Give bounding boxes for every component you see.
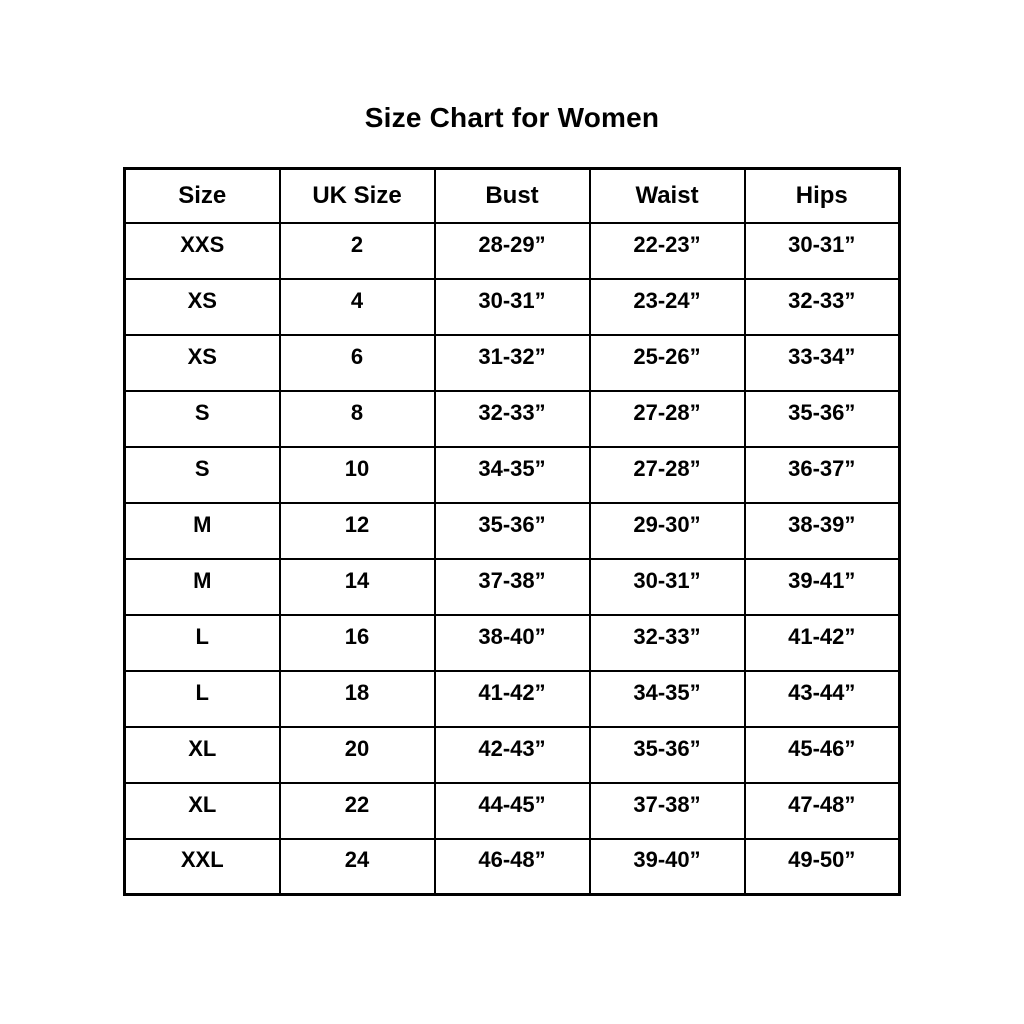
- table-cell: 27-28”: [590, 447, 745, 503]
- table-cell: 6: [280, 335, 435, 391]
- table-cell: 31-32”: [435, 335, 590, 391]
- table-cell: 35-36”: [590, 727, 745, 783]
- table-cell: XL: [125, 783, 280, 839]
- page-title: Size Chart for Women: [364, 102, 660, 133]
- table-cell: 41-42”: [745, 615, 900, 671]
- column-header-bust: Bust: [435, 169, 590, 223]
- table-cell: 36-37”: [745, 447, 900, 503]
- table-cell: 16: [280, 615, 435, 671]
- table-cell: 47-48”: [745, 783, 900, 839]
- table-cell: 39-41”: [745, 559, 900, 615]
- table-cell: 29-30”: [590, 503, 745, 559]
- column-header-hips: Hips: [745, 169, 900, 223]
- table-cell: 42-43”: [435, 727, 590, 783]
- table-cell: 22-23”: [590, 223, 745, 279]
- table-row: [125, 391, 900, 447]
- table-row: [125, 335, 900, 391]
- table-cell: 25-26”: [590, 335, 745, 391]
- table-cell: 12: [280, 503, 435, 559]
- table-cell: 30-31”: [745, 223, 900, 279]
- table-row: [125, 615, 900, 671]
- size-table-body: [125, 223, 900, 895]
- table-cell: 24: [280, 839, 435, 895]
- table-cell: 35-36”: [435, 503, 590, 559]
- table-cell: 34-35”: [435, 447, 590, 503]
- table-cell: XXS: [125, 223, 280, 279]
- size-chart-table: [123, 167, 901, 896]
- header-row: [125, 169, 900, 223]
- table-cell: 34-35”: [590, 671, 745, 727]
- table-cell: S: [125, 391, 280, 447]
- table-cell: 20: [280, 727, 435, 783]
- table-cell: XL: [125, 727, 280, 783]
- table-row: [125, 671, 900, 727]
- table-cell: XXL: [125, 839, 280, 895]
- table-cell: 2: [280, 223, 435, 279]
- table-cell: 27-28”: [590, 391, 745, 447]
- table-cell: 33-34”: [745, 335, 900, 391]
- table-row: [125, 559, 900, 615]
- table-cell: 23-24”: [590, 279, 745, 335]
- table-cell: S: [125, 447, 280, 503]
- table-cell: 44-45”: [435, 783, 590, 839]
- table-cell: L: [125, 671, 280, 727]
- table-cell: 45-46”: [745, 727, 900, 783]
- table-cell: M: [125, 503, 280, 559]
- table-row: [125, 447, 900, 503]
- table-cell: 32-33”: [435, 391, 590, 447]
- table-cell: L: [125, 615, 280, 671]
- table-cell: 22: [280, 783, 435, 839]
- table-cell: 30-31”: [590, 559, 745, 615]
- table-cell: XS: [125, 279, 280, 335]
- table-cell: M: [125, 559, 280, 615]
- table-cell: 39-40”: [590, 839, 745, 895]
- table-cell: 37-38”: [435, 559, 590, 615]
- table-cell: 41-42”: [435, 671, 590, 727]
- table-cell: 43-44”: [745, 671, 900, 727]
- table-cell: 8: [280, 391, 435, 447]
- table-cell: 32-33”: [745, 279, 900, 335]
- size-table-header: [125, 169, 900, 223]
- table-cell: XS: [125, 335, 280, 391]
- table-cell: 30-31”: [435, 279, 590, 335]
- table-cell: 32-33”: [590, 615, 745, 671]
- table-cell: 28-29”: [435, 223, 590, 279]
- table-row: [125, 839, 900, 895]
- table-row: [125, 727, 900, 783]
- column-header-waist: Waist: [590, 169, 745, 223]
- table-row: [125, 503, 900, 559]
- table-cell: 35-36”: [745, 391, 900, 447]
- table-row: [125, 223, 900, 279]
- table-cell: 38-39”: [745, 503, 900, 559]
- table-row: [125, 783, 900, 839]
- table-cell: 38-40”: [435, 615, 590, 671]
- table-row: [125, 279, 900, 335]
- column-header-uk-size: UK Size: [280, 169, 435, 223]
- table-cell: 14: [280, 559, 435, 615]
- table-cell: 4: [280, 279, 435, 335]
- table-cell: 37-38”: [590, 783, 745, 839]
- table-cell: 46-48”: [435, 839, 590, 895]
- table-cell: 10: [280, 447, 435, 503]
- table-cell: 18: [280, 671, 435, 727]
- table-cell: 49-50”: [745, 839, 900, 895]
- column-header-size: Size: [125, 169, 280, 223]
